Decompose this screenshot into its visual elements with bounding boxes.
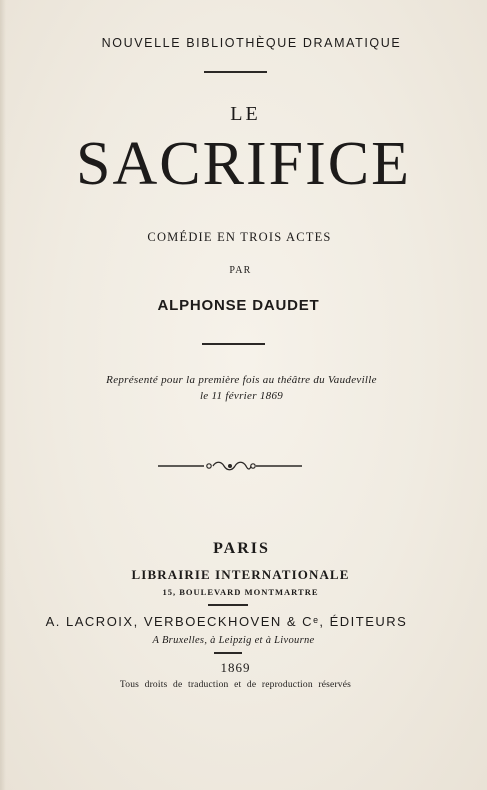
- ornamental-divider: [158, 459, 302, 473]
- author-rule: [202, 343, 265, 345]
- rights-notice: Tous droits de traduction et de reproduction réservés: [119, 680, 352, 690]
- year-rule: [214, 652, 242, 654]
- performance-note-line-1: Représenté pour la première fois au théâtre du Vaudeville: [106, 374, 377, 386]
- imprint-city: PARIS: [213, 540, 270, 557]
- series-rule: [204, 71, 267, 73]
- publisher-rule: [208, 604, 248, 606]
- genre-subtitle: COMÉDIE EN TROIS ACTES: [147, 230, 332, 244]
- by-label: PAR: [229, 265, 252, 276]
- title-article: LE: [230, 103, 261, 125]
- book-title: SACRIFICE: [76, 130, 411, 198]
- series-title: NOUVELLE BIBLIOTHÈQUE DRAMATIQUE: [101, 36, 402, 50]
- publisher-name: LIBRAIRIE INTERNATIONALE: [131, 567, 350, 582]
- branch-cities: A Bruxelles, à Leipzig et à Livourne: [152, 635, 315, 646]
- author-name: ALPHONSE DAUDET: [157, 297, 320, 314]
- publication-year: 1869: [220, 660, 251, 675]
- performance-note-line-2: le 11 février 1869: [199, 390, 284, 402]
- publisher-address: 15, BOULEVARD MONTMARTRE: [162, 587, 319, 597]
- editors-line: A. LACROIX, VERBOECKHOVEN & Cᵉ, ÉDITEURS: [45, 614, 408, 629]
